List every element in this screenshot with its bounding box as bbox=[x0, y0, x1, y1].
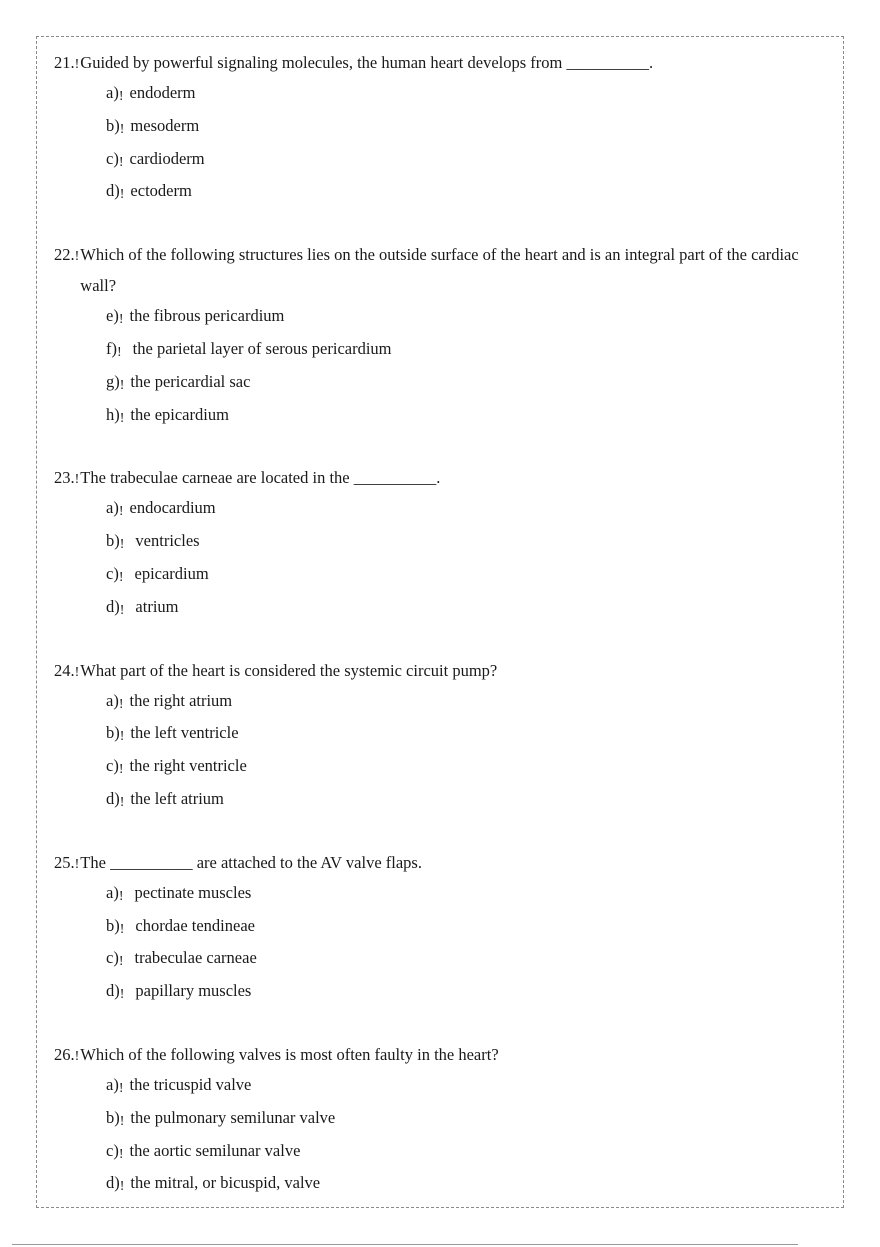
option-letter: c) bbox=[106, 563, 119, 583]
bullet-glyph: ! bbox=[118, 312, 124, 328]
question-text: The __________ are attached to the AV valve flaps. bbox=[80, 852, 422, 872]
bullet-glyph: ! bbox=[118, 154, 124, 170]
option-text: the right atrium bbox=[129, 690, 233, 710]
question-text: What part of the heart is considered the systemic circuit pump? bbox=[80, 660, 498, 680]
option-a bbox=[54, 78, 824, 111]
bullet-glyph: ! bbox=[117, 344, 122, 360]
question-text: The trabeculae carneae are located in the __________. bbox=[80, 468, 441, 488]
bullet-glyph: ! bbox=[119, 121, 125, 137]
question-text: Which of the following valves is most often faulty in the heart? bbox=[80, 1044, 499, 1064]
option-d bbox=[54, 976, 824, 1009]
option-text: the pulmonary semilunar valve bbox=[130, 1107, 336, 1127]
option-letter: a) bbox=[106, 1074, 119, 1094]
bullet-glyph: ! bbox=[74, 664, 80, 680]
question-stem bbox=[54, 847, 824, 878]
option-text: cardioderm bbox=[129, 148, 205, 168]
footer-rule bbox=[12, 1244, 798, 1245]
bullet-glyph: ! bbox=[118, 569, 124, 585]
option-letter: a) bbox=[106, 498, 119, 518]
question-number: 26. bbox=[54, 1044, 75, 1064]
option-letter: c) bbox=[106, 148, 119, 168]
option-text: the fibrous pericardium bbox=[129, 306, 285, 326]
option-letter: e) bbox=[106, 306, 119, 326]
option-letter: b) bbox=[106, 915, 120, 935]
option-text: endoderm bbox=[129, 83, 196, 102]
option-letter: d) bbox=[106, 1173, 120, 1193]
bullet-glyph: ! bbox=[118, 888, 124, 904]
option-letter: d) bbox=[106, 181, 120, 201]
bullet-glyph: ! bbox=[118, 762, 124, 778]
question-number: 22. bbox=[54, 245, 75, 265]
bullet-glyph: ! bbox=[119, 187, 125, 203]
option-letter: c) bbox=[106, 948, 119, 968]
option-letter: b) bbox=[106, 1107, 120, 1127]
option-letter: f) bbox=[106, 338, 117, 358]
option-b bbox=[54, 1103, 824, 1136]
option-d bbox=[54, 784, 824, 817]
option-text: the right ventricle bbox=[129, 756, 247, 776]
option-text: papillary muscles bbox=[135, 981, 252, 1001]
option-b bbox=[54, 111, 824, 144]
option-text: pectinate muscles bbox=[134, 882, 252, 902]
bullet-glyph: ! bbox=[74, 57, 80, 72]
question-26 bbox=[54, 1039, 824, 1201]
option-a bbox=[54, 686, 824, 719]
question-text: Which of the following structures lies on the outside surface of the heart and is an integral part of the cardiac wall? bbox=[80, 245, 799, 296]
option-letter: a) bbox=[106, 690, 119, 710]
question-text: Guided by powerful signaling molecules, the human heart develops from __________. bbox=[80, 53, 654, 72]
option-a bbox=[54, 1070, 824, 1103]
option-letter: b) bbox=[106, 115, 120, 135]
option-letter: d) bbox=[106, 981, 120, 1001]
bullet-glyph: ! bbox=[119, 794, 125, 810]
question-number: 24. bbox=[54, 660, 75, 680]
bullet-glyph: ! bbox=[118, 696, 124, 712]
question-number: 25. bbox=[54, 852, 75, 872]
bullet-glyph: ! bbox=[119, 377, 125, 393]
option-letter: d) bbox=[106, 596, 120, 616]
question-number: 21. bbox=[54, 53, 75, 72]
bullet-glyph: ! bbox=[119, 921, 125, 937]
bullet-glyph: ! bbox=[119, 410, 125, 426]
option-letter: b) bbox=[106, 723, 120, 743]
option-text: the epicardium bbox=[130, 404, 229, 424]
option-a bbox=[54, 493, 824, 526]
option-text: the parietal layer of serous pericardium bbox=[132, 338, 392, 358]
bullet-glyph: ! bbox=[74, 249, 80, 265]
option-text: the mitral, or bicuspid, valve bbox=[130, 1173, 321, 1193]
option-text: endocardium bbox=[129, 498, 216, 518]
option-a bbox=[54, 878, 824, 911]
bullet-glyph: ! bbox=[119, 1179, 125, 1195]
option-c bbox=[54, 943, 824, 976]
question-23 bbox=[54, 462, 824, 624]
bullet-glyph: ! bbox=[119, 729, 125, 745]
question-24 bbox=[54, 655, 824, 817]
option-letter: d) bbox=[106, 788, 120, 808]
bullet-glyph: ! bbox=[119, 602, 125, 618]
option-text: the pericardial sac bbox=[130, 371, 251, 391]
option-letter: c) bbox=[106, 1140, 119, 1160]
option-text: atrium bbox=[135, 596, 179, 616]
bullet-glyph: ! bbox=[118, 1080, 124, 1096]
option-h bbox=[54, 400, 824, 433]
question-22 bbox=[54, 239, 824, 432]
bullet-glyph: ! bbox=[74, 1048, 80, 1064]
option-d bbox=[54, 1168, 824, 1201]
option-e bbox=[54, 301, 824, 334]
bullet-glyph: ! bbox=[119, 1113, 125, 1129]
option-c bbox=[54, 1136, 824, 1169]
option-letter: h) bbox=[106, 404, 120, 424]
option-f bbox=[54, 334, 824, 367]
option-b bbox=[54, 718, 824, 751]
question-stem bbox=[54, 47, 824, 78]
question-list bbox=[54, 47, 824, 1231]
bullet-glyph: ! bbox=[118, 954, 124, 970]
question-stem bbox=[54, 462, 824, 493]
option-b bbox=[54, 526, 824, 559]
option-c bbox=[54, 751, 824, 784]
bullet-glyph: ! bbox=[118, 1146, 124, 1162]
option-letter: g) bbox=[106, 371, 120, 391]
option-text: ventricles bbox=[135, 531, 200, 551]
bullet-glyph: ! bbox=[74, 856, 80, 872]
question-25 bbox=[54, 847, 824, 1009]
question-21 bbox=[54, 47, 824, 209]
question-stem bbox=[54, 239, 824, 301]
question-stem bbox=[54, 655, 824, 686]
option-c bbox=[54, 559, 824, 592]
option-letter: a) bbox=[106, 882, 119, 902]
option-text: the aortic semilunar valve bbox=[129, 1140, 301, 1160]
option-text: trabeculae carneae bbox=[134, 948, 257, 968]
bullet-glyph: ! bbox=[119, 987, 125, 1003]
option-text: the left atrium bbox=[130, 788, 224, 808]
question-stem bbox=[54, 1039, 824, 1070]
option-text: mesoderm bbox=[130, 115, 200, 135]
option-letter: a) bbox=[106, 83, 119, 102]
option-text: the left ventricle bbox=[130, 723, 239, 743]
option-letter: c) bbox=[106, 756, 119, 776]
bullet-glyph: ! bbox=[119, 537, 125, 553]
option-text: ectoderm bbox=[130, 181, 192, 201]
option-text: chordae tendineae bbox=[135, 915, 255, 935]
option-d bbox=[54, 592, 824, 625]
bullet-glyph: ! bbox=[118, 89, 124, 104]
option-c bbox=[54, 144, 824, 177]
option-text: the tricuspid valve bbox=[129, 1074, 252, 1094]
bullet-glyph: ! bbox=[118, 504, 124, 520]
question-number: 23. bbox=[54, 468, 75, 488]
option-b bbox=[54, 911, 824, 944]
option-text: epicardium bbox=[134, 563, 209, 583]
bullet-glyph: ! bbox=[74, 472, 80, 488]
option-letter: b) bbox=[106, 531, 120, 551]
option-g bbox=[54, 367, 824, 400]
option-d bbox=[54, 176, 824, 209]
